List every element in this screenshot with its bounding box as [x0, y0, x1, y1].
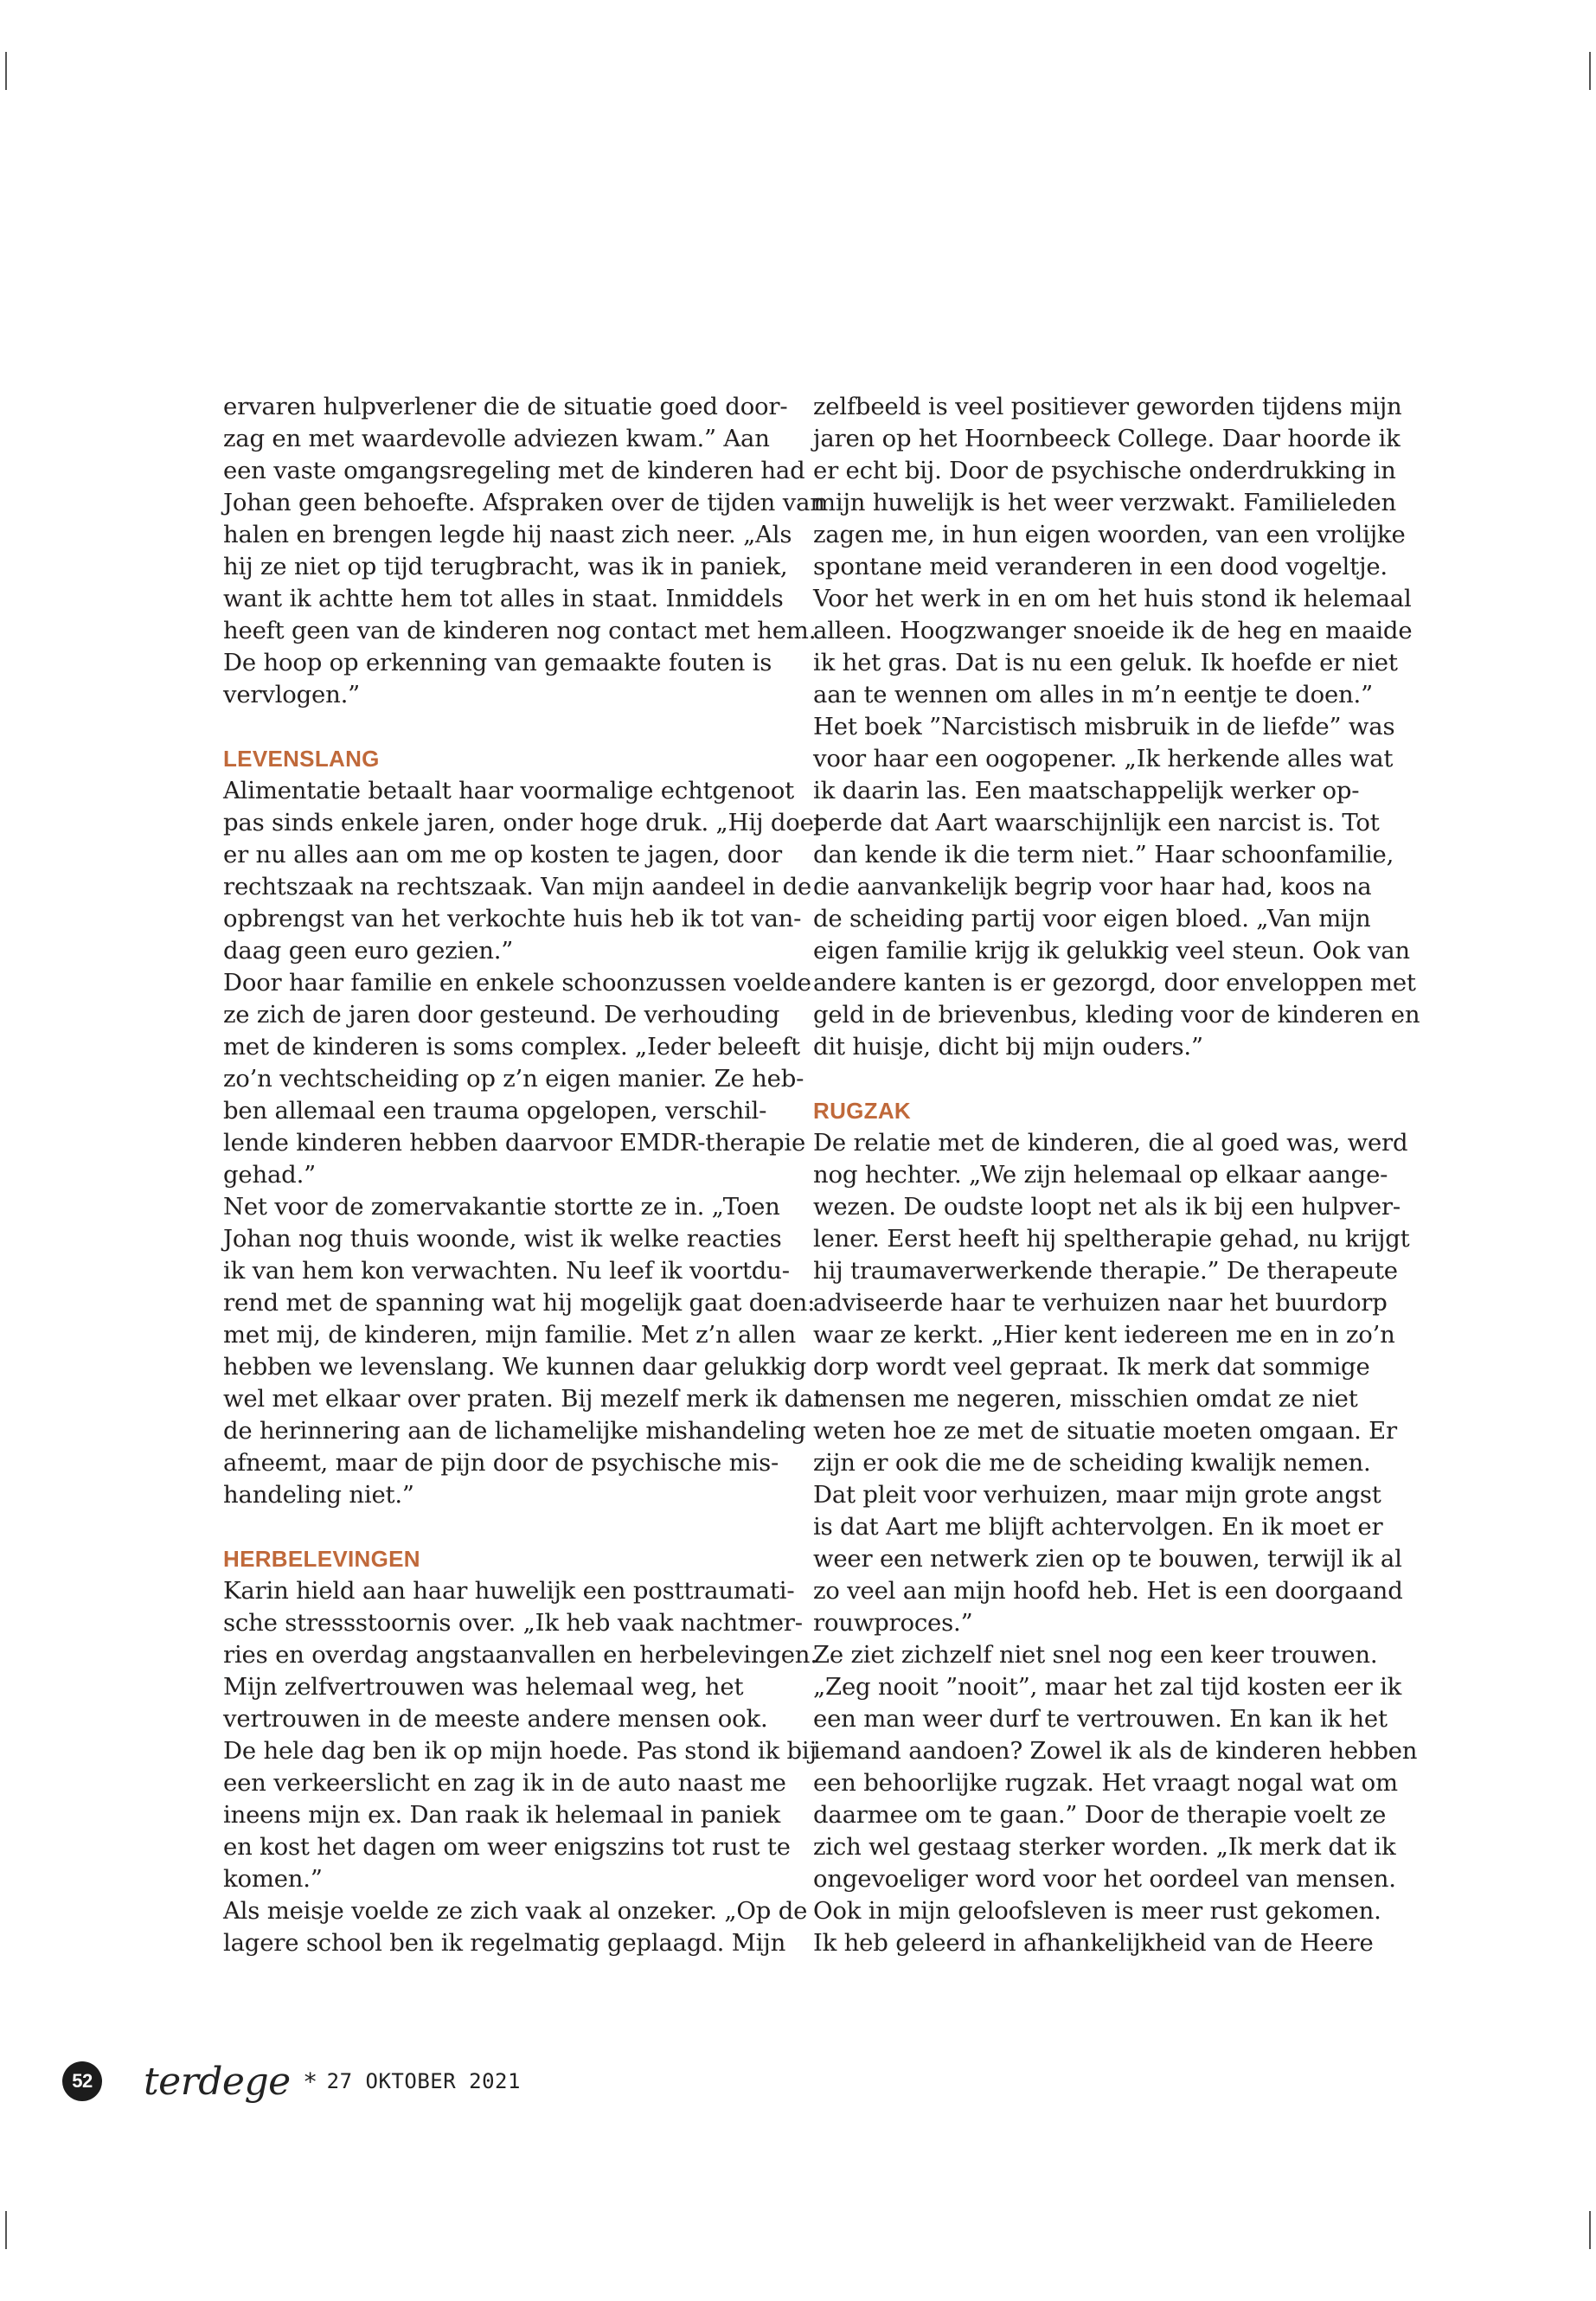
text-line: wel met elkaar over praten. Bij mezelf merk ik dat — [223, 1385, 824, 1413]
issue-date: 27 OKTOBER 2021 — [326, 2069, 521, 2093]
text-line: zag en met waardevolle adviezen kwam.” Aan — [223, 425, 770, 452]
text-line: een behoorlijke rugzak. Het vraagt nogal wat om — [813, 1769, 1398, 1797]
asterisk-separator: * — [304, 2067, 317, 2096]
crop-mark-bottom-left — [5, 2211, 7, 2249]
text-line: waar ze kerkt. „Hier kent iedereen me en in zo’n — [813, 1321, 1395, 1349]
text-line: Karin hield aan haar huwelijk een posttraumati- — [223, 1577, 795, 1605]
text-line: iemand aandoen? Zowel ik als de kinderen hebben — [813, 1737, 1418, 1765]
text-line: zo veel aan mijn hoofd heb. Het is een doorgaand — [813, 1577, 1403, 1605]
text-line: rouwproces.” — [813, 1609, 973, 1637]
text-line: handeling niet.” — [223, 1481, 414, 1509]
paragraph-gap — [813, 1063, 1375, 1095]
text-line: Het boek ”Narcistisch misbruik in de liefde” was — [813, 713, 1395, 740]
crop-mark-bottom-right — [1589, 2211, 1591, 2249]
text-line: Ik heb geleerd in afhankelijkheid van de Heere — [813, 1929, 1374, 1957]
text-line: ze zich de jaren door gesteund. De verhouding — [223, 1001, 780, 1029]
text-line: komen.” — [223, 1865, 323, 1893]
text-line: Johan nog thuis woonde, wist ik welke reacties — [223, 1225, 782, 1253]
text-line: Als meisje voelde ze zich vaak al onzeker. „Op de — [223, 1897, 808, 1925]
text-line: gehad.” — [223, 1161, 316, 1189]
text-line: Ook in mijn geloofsleven is meer rust gekomen. — [813, 1897, 1381, 1925]
text-line: hij ze niet op tijd terugbracht, was ik in paniek, — [223, 553, 788, 580]
page-footer — [62, 2055, 521, 2107]
text-line: andere kanten is er gezorgd, door enveloppen met — [813, 969, 1416, 997]
text-line: Dat pleit voor verhuizen, maar mijn grote angst — [813, 1481, 1381, 1509]
text-line: lende kinderen hebben daarvoor EMDR-therapie — [223, 1129, 806, 1157]
text-line: dorp wordt veel gepraat. Ik merk dat sommige — [813, 1353, 1370, 1381]
text-line: De hele dag ben ik op mijn hoede. Pas stond ik bij — [223, 1737, 817, 1765]
article-column-left — [223, 391, 825, 1959]
text-line: met mij, de kinderen, mijn familie. Met z’n allen — [223, 1321, 797, 1349]
magazine-logo: terdege — [144, 2059, 291, 2104]
text-line: geld in de brievenbus, kleding voor de kinderen en — [813, 1001, 1420, 1029]
text-line: een vaste omgangsregeling met de kinderen had — [223, 457, 805, 484]
text-line: ries en overdag angstaanvallen en herbelevingen. — [223, 1641, 817, 1669]
text-line: met de kinderen is soms complex. „Ieder beleeft — [223, 1033, 800, 1061]
text-line: opbrengst van het verkochte huis heb ik tot van- — [223, 905, 802, 933]
text-line: lagere school ben ik regelmatig geplaagd. Mijn — [223, 1929, 786, 1957]
text-line: weten hoe ze met de situatie moeten omgaan. Er — [813, 1417, 1397, 1445]
text-line: Alimentatie betaalt haar voormalige echtgenoot — [223, 777, 794, 804]
text-line: heeft geen van de kinderen nog contact met hem. — [223, 617, 817, 644]
text-line: vertrouwen in de meeste andere mensen ook. — [223, 1705, 768, 1733]
text-line: dit huisje, dicht bij mijn ouders.” — [813, 1033, 1203, 1061]
text-line: aan te wennen om alles in m’n eentje te doen.” — [813, 681, 1373, 708]
text-line: daarmee om te gaan.” Door de therapie voelt ze — [813, 1801, 1387, 1829]
text-line: sche stressstoornis over. „Ik heb vaak nachtmer- — [223, 1609, 803, 1637]
text-line: daag geen euro gezien.” — [223, 937, 514, 965]
text-line: Voor het werk in en om het huis stond ik helemaal — [813, 585, 1412, 612]
text-line: rend met de spanning wat hij mogelijk gaat doen: — [223, 1289, 816, 1317]
text-line: Door haar familie en enkele schoonzussen voelde — [223, 969, 811, 997]
text-line: spontane meid veranderen in een dood vogeltje. — [813, 553, 1388, 580]
text-line: De hoop op erkenning van gemaakte fouten is — [223, 649, 772, 676]
text-line: ik daarin las. Een maatschappelijk werker op- — [813, 777, 1360, 804]
text-line: er echt bij. Door de psychische onderdrukking in — [813, 457, 1396, 484]
text-line: vervlogen.” — [223, 681, 361, 708]
text-line: want ik achtte hem tot alles in staat. Inmiddels — [223, 585, 784, 612]
section-heading: LEVENSLANG — [223, 746, 380, 772]
text-line: pas sinds enkele jaren, onder hoge druk. „Hij doet — [223, 809, 824, 836]
text-line: „Zeg nooit ”nooit”, maar het zal tijd kosten eer ik — [813, 1673, 1402, 1701]
text-line: zelfbeeld is veel positiever geworden tijdens mijn — [813, 393, 1402, 420]
text-line: jaren op het Hoornbeeck College. Daar hoorde ik — [813, 425, 1401, 452]
crop-mark-top-right — [1589, 52, 1591, 90]
text-line: lener. Eerst heeft hij speltherapie gehad, nu krijgt — [813, 1225, 1410, 1253]
text-line: voor haar een oogopener. „Ik herkende alles wat — [813, 745, 1394, 772]
text-line: hebben we levenslang. We kunnen daar gelukkig — [223, 1353, 807, 1381]
text-line: eigen familie krijg ik gelukkig veel steun. Ook van — [813, 937, 1410, 965]
article-column-right — [813, 391, 1420, 1959]
text-line: een verkeerslicht en zag ik in de auto naast me — [223, 1769, 786, 1797]
text-line: de herinnering aan de lichamelijke mishandeling — [223, 1417, 806, 1445]
text-line: en kost het dagen om weer enigszins tot rust te — [223, 1833, 791, 1861]
text-line: is dat Aart me blijft achtervolgen. En ik moet er — [813, 1513, 1383, 1541]
text-line: alleen. Hoogzwanger snoeide ik de heg en maaide — [813, 617, 1413, 644]
text-line: zijn er ook die me de scheiding kwalijk nemen. — [813, 1449, 1371, 1477]
text-line: wezen. De oudste loopt net als ik bij een hulpver- — [813, 1193, 1401, 1221]
paragraph-gap — [223, 711, 794, 743]
text-line: Mijn zelfvertrouwen was helemaal weg, het — [223, 1673, 744, 1701]
text-line: rechtszaak na rechtszaak. Van mijn aandeel in de — [223, 873, 812, 901]
text-line: afneemt, maar de pijn door de psychische mis- — [223, 1449, 779, 1477]
text-line: ben allemaal een trauma opgelopen, verschil- — [223, 1097, 767, 1125]
text-line: ineens mijn ex. Dan raak ik helemaal in paniek — [223, 1801, 781, 1829]
text-line: de scheiding partij voor eigen bloed. „Van mijn — [813, 905, 1371, 933]
text-line: hij traumaverwerkende therapie.” De therapeute — [813, 1257, 1398, 1285]
section-heading: HERBELEVINGEN — [223, 1546, 420, 1572]
text-line: ik van hem kon verwachten. Nu leef ik voortdu- — [223, 1257, 790, 1285]
text-line: zich wel gestaag sterker worden. „Ik merk dat ik — [813, 1833, 1396, 1861]
text-line: mijn huwelijk is het weer verzwakt. Familieleden — [813, 489, 1396, 516]
text-line: een man weer durf te vertrouwen. En kan ik het — [813, 1705, 1388, 1733]
paragraph-gap — [223, 1511, 794, 1543]
text-line: Net voor de zomervakantie stortte ze in. „Toen — [223, 1193, 780, 1221]
text-line: zagen me, in hun eigen woorden, van een vrolijke — [813, 521, 1406, 548]
text-line: adviseerde haar te verhuizen naar het buurdorp — [813, 1289, 1388, 1317]
crop-mark-top-left — [5, 52, 7, 90]
text-line: perde dat Aart waarschijnlijk een narcist is. Tot — [813, 809, 1380, 836]
text-line: dan kende ik die term niet.” Haar schoonfamilie, — [813, 841, 1394, 868]
section-heading: RUGZAK — [813, 1098, 912, 1124]
text-line: nog hechter. „We zijn helemaal op elkaar aange- — [813, 1161, 1388, 1189]
text-line: ik het gras. Dat is nu een geluk. Ik hoefde er niet — [813, 649, 1398, 676]
text-line: die aanvankelijk begrip voor haar had, koos na — [813, 873, 1372, 901]
text-line: halen en brengen legde hij naast zich neer. „Als — [223, 521, 792, 548]
text-line: De relatie met de kinderen, die al goed was, werd — [813, 1129, 1408, 1157]
text-line: weer een netwerk zien op te bouwen, terwijl ik al — [813, 1545, 1402, 1573]
text-line: ervaren hulpverlener die de situatie goed door- — [223, 393, 788, 420]
page-number-badge: 52 — [62, 2061, 102, 2101]
text-line: ongevoeliger word voor het oordeel van mensen. — [813, 1865, 1396, 1893]
text-line: er nu alles aan om me op kosten te jagen, door — [223, 841, 782, 868]
text-line: mensen me negeren, misschien omdat ze niet — [813, 1385, 1358, 1413]
text-line: Ze ziet zichzelf niet snel nog een keer trouwen. — [813, 1641, 1378, 1669]
text-line: zo’n vechtscheiding op z’n eigen manier. Ze heb- — [223, 1065, 804, 1093]
text-line: Johan geen behoefte. Afspraken over de tijden van — [223, 489, 825, 516]
